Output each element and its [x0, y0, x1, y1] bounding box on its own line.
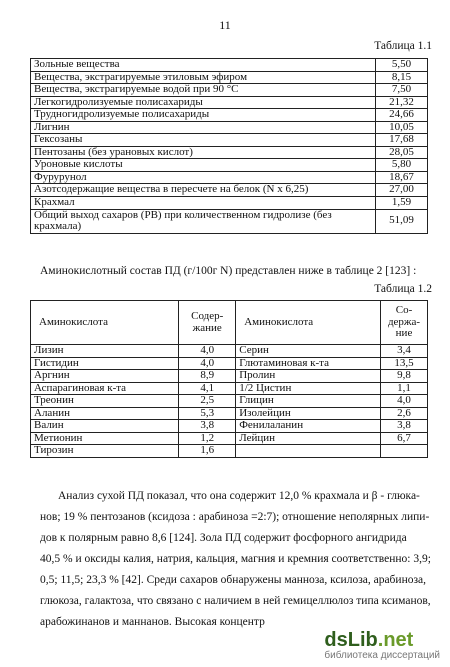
component-value: 17,68 — [376, 134, 428, 147]
table-row — [31, 171, 428, 184]
header-aminoacid-1: Аминокислота — [31, 301, 179, 345]
aminoacid-value: 4,0 — [381, 395, 428, 408]
watermark-logo: dsLib.net — [324, 629, 414, 651]
component-name: Вещества, экстрагируемые этиловым эфиром — [31, 71, 376, 84]
amino-acid-table — [30, 300, 428, 458]
table-row — [31, 432, 428, 445]
component-name: Легкогидролизуемые полисахариды — [31, 96, 376, 109]
aminoacid-name: Пролин — [236, 370, 381, 383]
table-row — [31, 407, 428, 420]
component-name: Гексозаны — [31, 134, 376, 147]
aminoacid-name: Аспарагиновая к-та — [31, 382, 179, 395]
table-row — [31, 209, 428, 233]
table-row — [31, 134, 428, 147]
header-content-1: Содер-жание — [179, 301, 236, 345]
aminoacid-value: 4,0 — [179, 345, 236, 358]
component-name: Лигнин — [31, 121, 376, 134]
header-aminoacid-2: Аминокислота — [236, 301, 381, 345]
component-value: 5,50 — [376, 59, 428, 72]
component-value: 51,09 — [376, 209, 428, 233]
aminoacid-name: Лизин — [31, 345, 179, 358]
table-row — [31, 345, 428, 358]
aminoacid-name: Лейцин — [236, 432, 381, 445]
watermark — [324, 629, 440, 661]
component-value: 7,50 — [376, 84, 428, 97]
aminoacid-name: Изолейцин — [236, 407, 381, 420]
table-row — [31, 71, 428, 84]
aminoacid-name: Серин — [236, 345, 381, 358]
aminoacid-value: 5,3 — [179, 407, 236, 420]
component-value: 5,80 — [376, 159, 428, 172]
aminoacid-name — [236, 445, 381, 458]
body-paragraph — [40, 486, 435, 633]
component-name: Фурурунол — [31, 171, 376, 184]
aminoacid-value: 1,2 — [179, 432, 236, 445]
component-name: Вещества, экстрагируемые водой при 90 °С — [31, 84, 376, 97]
table-row — [31, 445, 428, 458]
aminoacid-value: 4,1 — [179, 382, 236, 395]
aminoacid-value — [381, 445, 428, 458]
aminoacid-name: Треонин — [31, 395, 179, 408]
aminoacid-value: 9,8 — [381, 370, 428, 383]
component-value: 1,59 — [376, 197, 428, 210]
page-number: 11 — [219, 18, 231, 32]
table-row — [31, 84, 428, 97]
aminoacid-name: Аланин — [31, 407, 179, 420]
component-value: 27,00 — [376, 184, 428, 197]
paragraph-line: Анализ сухой ПД показал, что она содержит 12,0 % крахмала и β - глюка- — [58, 490, 420, 502]
component-name: Зольные вещества — [31, 59, 376, 72]
component-value: 24,66 — [376, 109, 428, 122]
paragraph-line: дов к полярным равно 8,6 [124]. Зола ПД содержит фосфорного ангидрида — [40, 532, 407, 544]
aminoacid-name: Тирозин — [31, 445, 179, 458]
component-name: Азотсодержащие вещества в пересчете на белок (N x 6,25) — [31, 184, 376, 197]
aminoacid-name: 1/2 Цистин — [236, 382, 381, 395]
table-header-row — [31, 301, 428, 345]
aminoacid-value: 1,6 — [179, 445, 236, 458]
aminoacid-name: Валин — [31, 420, 179, 433]
table-row — [31, 395, 428, 408]
table-row — [31, 184, 428, 197]
component-value: 18,67 — [376, 171, 428, 184]
paragraph-line: нов; 19 % пентозанов (ксидоза : арабиноза =2:7); отношение неполярных липи- — [40, 511, 430, 523]
component-name: Общий выход сахаров (РВ) при количественном гидролизе (без крахмала) — [31, 209, 376, 233]
component-value: 28,05 — [376, 146, 428, 159]
paragraph-line: 0,5; 11,5; 23,3 % [42]. Среди сахаров обнаружены манноза, ксилоза, арабиноза, — [40, 574, 426, 586]
component-value: 21,32 — [376, 96, 428, 109]
component-name: Пентозаны (без урановых кислот) — [31, 146, 376, 159]
component-name: Крахмал — [31, 197, 376, 210]
table-row — [31, 357, 428, 370]
aminoacid-value: 3,8 — [381, 420, 428, 433]
aminoacid-value: 3,4 — [381, 345, 428, 358]
aminoacid-name: Глицин — [236, 395, 381, 408]
header-content-2: Со-держа-ние — [381, 301, 428, 345]
component-value: 8,15 — [376, 71, 428, 84]
aminoacid-name: Метионин — [31, 432, 179, 445]
table-row — [31, 109, 428, 122]
aminoacid-value: 6,7 — [381, 432, 428, 445]
aminoacid-name: Гистидин — [31, 357, 179, 370]
component-value: 10,05 — [376, 121, 428, 134]
aminoacid-value: 13,5 — [381, 357, 428, 370]
lead-text: Аминокислотный состав ПД (г/100г N) представлен ниже в таблице 2 [123] : — [40, 265, 417, 277]
aminoacid-name: Глютаминовая к-та — [236, 357, 381, 370]
aminoacid-name: Аргнин — [31, 370, 179, 383]
table-row — [31, 370, 428, 383]
composition-table — [30, 58, 428, 234]
table-row — [31, 121, 428, 134]
table-row — [31, 59, 428, 72]
table2-caption: Таблица 1.2 — [374, 283, 432, 295]
table1-caption: Таблица 1.1 — [374, 40, 432, 52]
watermark-subtitle: библиотека диссертаций — [324, 650, 440, 661]
paragraph-line: 40,5 % и оксиды калия, натрия, кальция, магния и кремния соответственно: 3,9; — [40, 553, 431, 565]
aminoacid-name: Фенилаланин — [236, 420, 381, 433]
table-row — [31, 197, 428, 210]
aminoacid-value: 2,5 — [179, 395, 236, 408]
aminoacid-value: 2,6 — [381, 407, 428, 420]
table-row — [31, 159, 428, 172]
paragraph-line: арабожинанов и маннанов. Высокая концентр — [40, 616, 265, 628]
table-row — [31, 96, 428, 109]
table-row — [31, 146, 428, 159]
component-name: Уроновые кислоты — [31, 159, 376, 172]
component-name: Трудногидролизуемые полисахариды — [31, 109, 376, 122]
table-row — [31, 382, 428, 395]
paragraph-line: глюкоза, галактоза, что связано с наличием в ней гемицеллюлоз типа ксиманов, — [40, 595, 431, 607]
aminoacid-value: 1,1 — [381, 382, 428, 395]
aminoacid-value: 4,0 — [179, 357, 236, 370]
aminoacid-value: 8,9 — [179, 370, 236, 383]
aminoacid-value: 3,8 — [179, 420, 236, 433]
table-row — [31, 420, 428, 433]
